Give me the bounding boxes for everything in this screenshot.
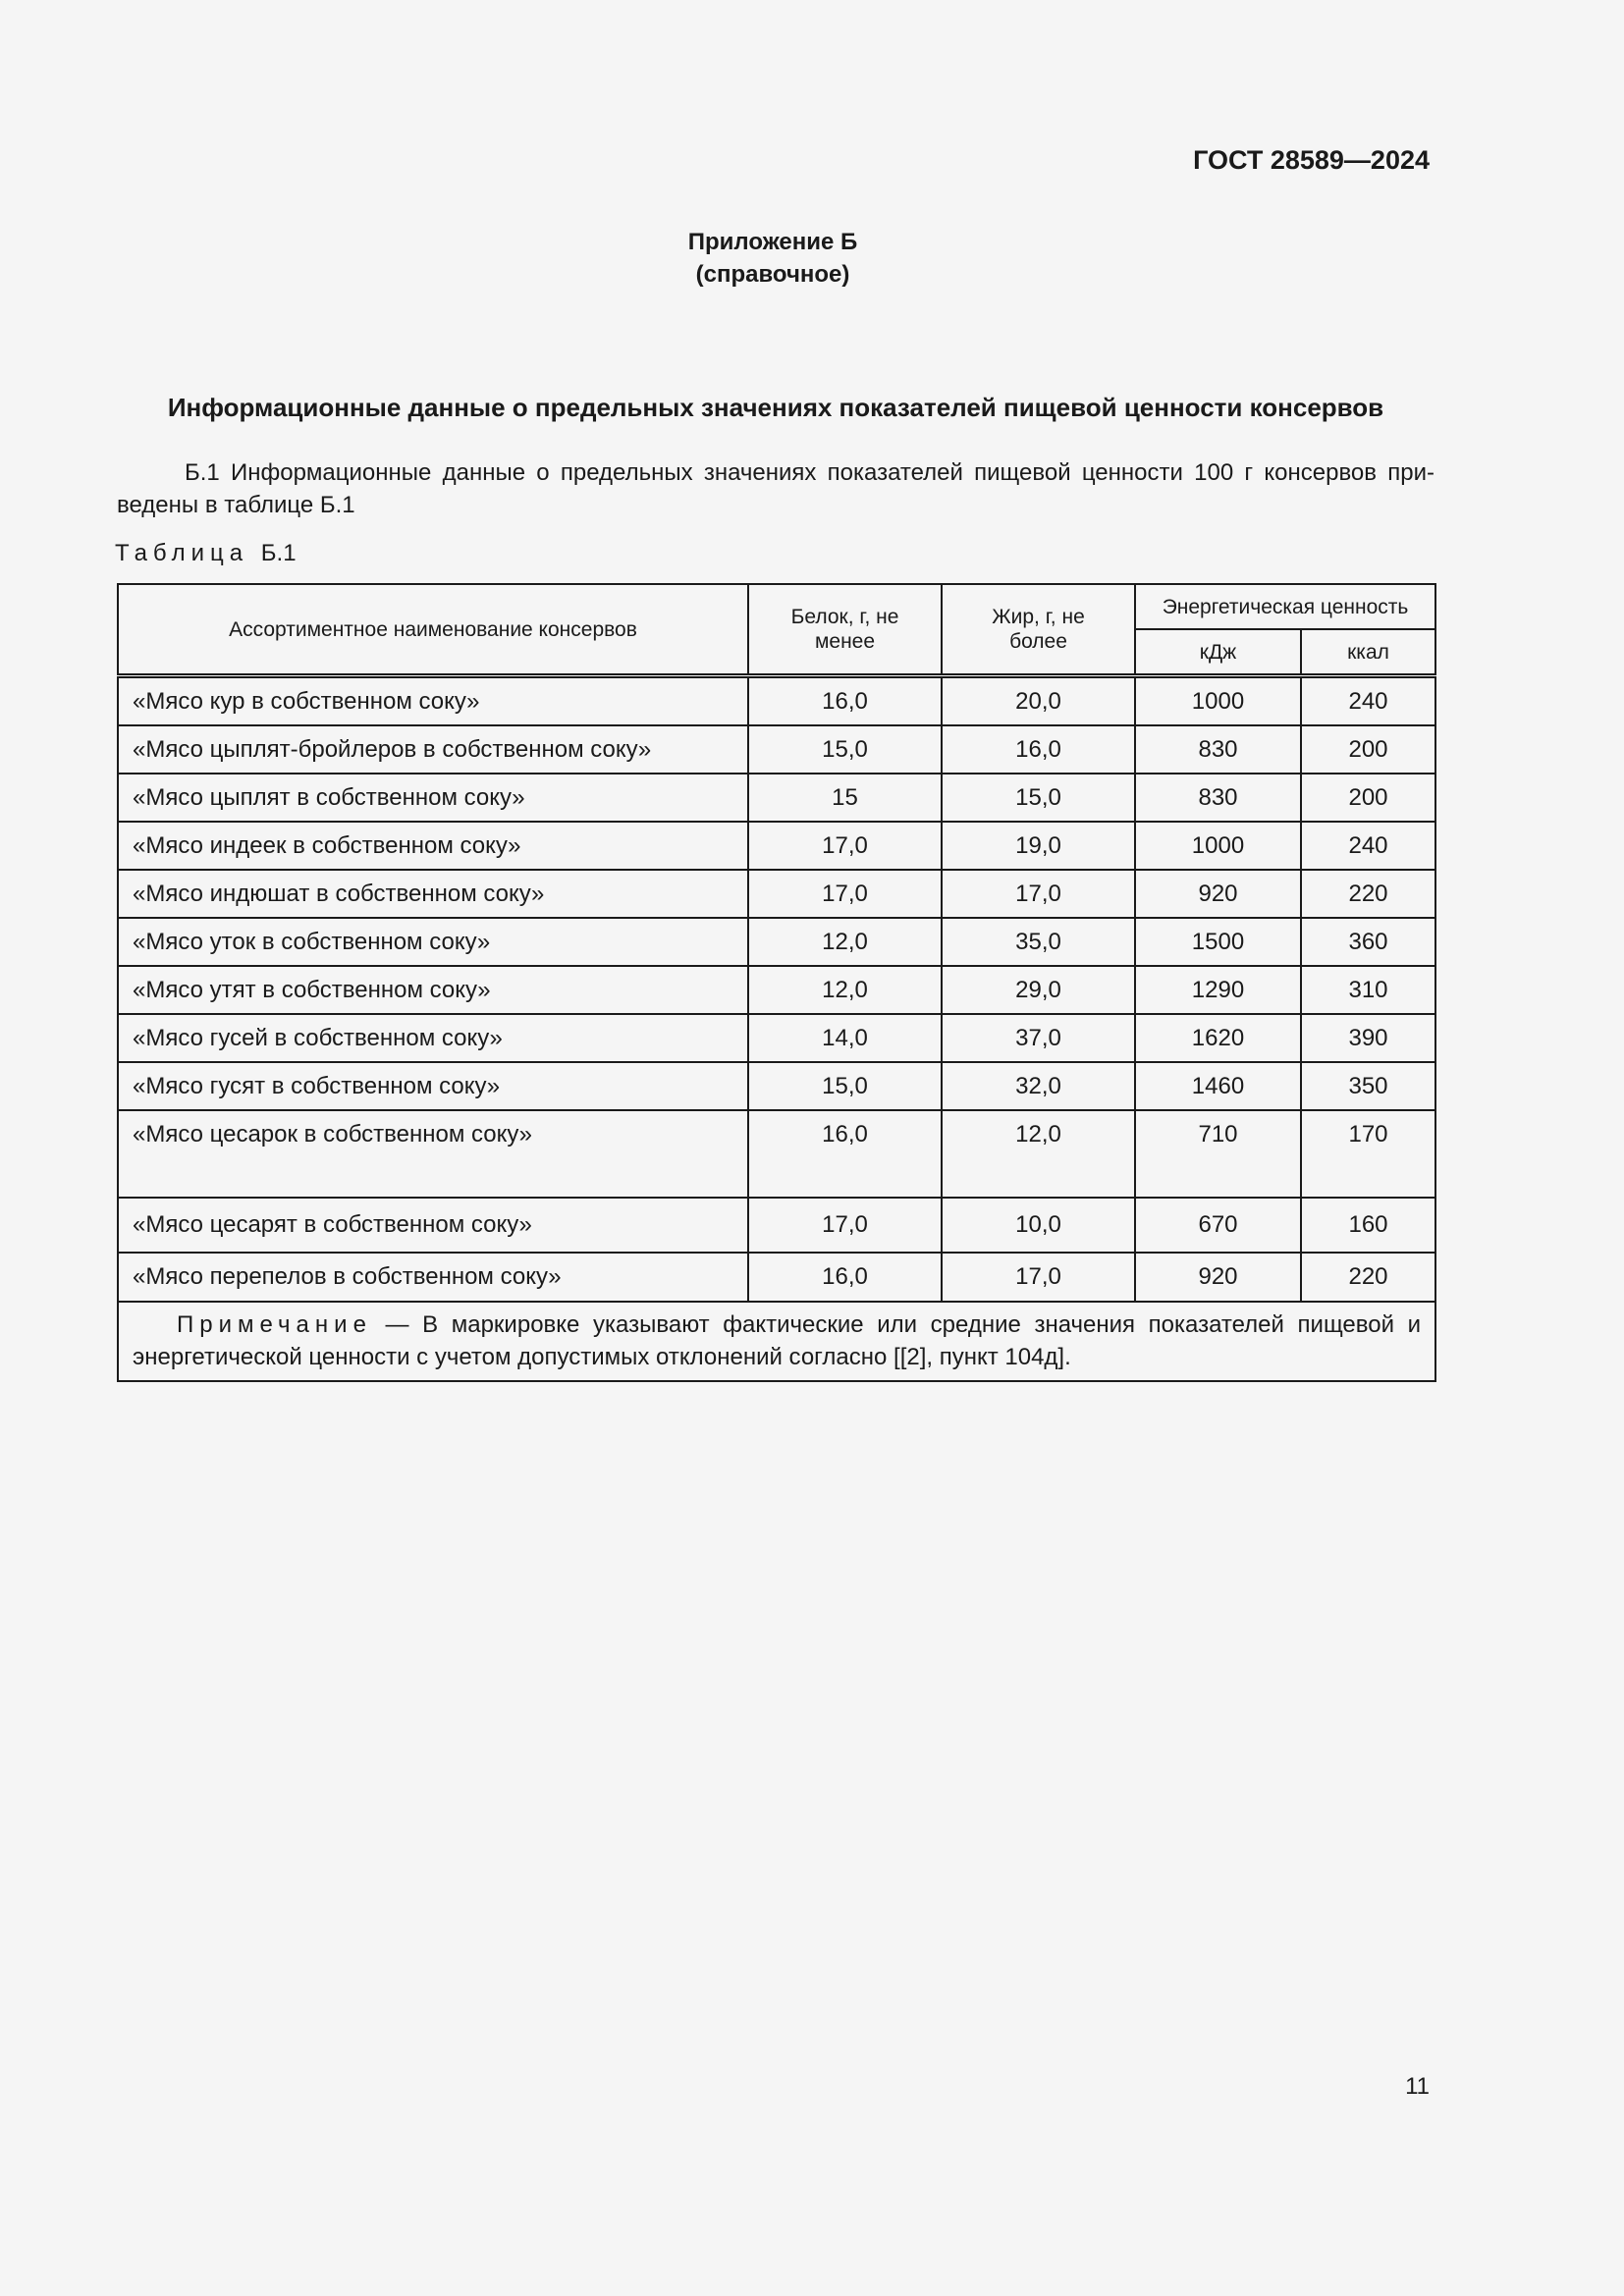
cell-name: «Мясо цесарят в собственном соку» [118, 1198, 748, 1253]
table-row [118, 822, 1435, 870]
cell-kcal: 170 [1301, 1110, 1435, 1198]
header-name: Ассортиментное наименование консервов [118, 584, 748, 676]
cell-kj: 1460 [1135, 1062, 1301, 1110]
table-caption-label: Таблица [115, 540, 249, 566]
note-text: — В маркировке указывают фактические или средние значения показателей пищевой и энергетической ценности с учетом допустимых отклонений согласно [[2], пункт 104д]. [133, 1311, 1422, 1370]
appendix-title: Приложение Б [687, 229, 858, 255]
cell-kcal: 200 [1301, 774, 1435, 822]
cell-name: «Мясо гусят в собственном соку» [118, 1062, 748, 1110]
header-fat: Жир, г, не более [942, 584, 1135, 676]
cell-kcal: 350 [1301, 1062, 1435, 1110]
cell-name: «Мясо уток в собственном соку» [118, 918, 748, 966]
cell-kj: 710 [1135, 1110, 1301, 1198]
cell-kj: 830 [1135, 725, 1301, 774]
cell-fat: 10,0 [942, 1198, 1135, 1253]
cell-protein: 16,0 [748, 676, 942, 726]
cell-kj: 1000 [1135, 822, 1301, 870]
cell-kcal: 240 [1301, 676, 1435, 726]
cell-kcal: 200 [1301, 725, 1435, 774]
appendix-heading [0, 226, 1545, 291]
header-kcal: ккал [1301, 629, 1435, 676]
cell-protein: 17,0 [748, 1198, 942, 1253]
cell-fat: 37,0 [942, 1014, 1135, 1062]
cell-kcal: 220 [1301, 870, 1435, 918]
cell-kj: 920 [1135, 1253, 1301, 1302]
cell-kj: 1000 [1135, 676, 1301, 726]
table-row [118, 774, 1435, 822]
cell-protein: 14,0 [748, 1014, 942, 1062]
cell-kj: 830 [1135, 774, 1301, 822]
page-number: 11 [1405, 2073, 1430, 2100]
cell-fat: 29,0 [942, 966, 1135, 1014]
cell-name: «Мясо гусей в собственном соку» [118, 1014, 748, 1062]
cell-kj: 1290 [1135, 966, 1301, 1014]
table-row [118, 1198, 1435, 1253]
table-caption-number: Б.1 [260, 540, 297, 566]
cell-name: «Мясо утят в собственном соку» [118, 966, 748, 1014]
cell-kj: 920 [1135, 870, 1301, 918]
cell-kcal: 220 [1301, 1253, 1435, 1302]
cell-name: «Мясо цыплят-бройлеров в собственном соку» [118, 725, 748, 774]
cell-kcal: 240 [1301, 822, 1435, 870]
document-code: ГОСТ 28589—2024 [1193, 145, 1430, 175]
cell-protein: 17,0 [748, 870, 942, 918]
cell-protein: 15,0 [748, 725, 942, 774]
table-row [118, 1253, 1435, 1302]
table-body [118, 676, 1435, 1303]
header-energy: Энергетическая ценность [1135, 584, 1435, 629]
cell-name: «Мясо индюшат в собственном соку» [118, 870, 748, 918]
cell-kj: 670 [1135, 1198, 1301, 1253]
table-row [118, 918, 1435, 966]
cell-kcal: 160 [1301, 1198, 1435, 1253]
cell-protein: 16,0 [748, 1253, 942, 1302]
cell-fat: 12,0 [942, 1110, 1135, 1198]
cell-kj: 1500 [1135, 918, 1301, 966]
table-row [118, 870, 1435, 918]
cell-fat: 16,0 [942, 725, 1135, 774]
cell-kcal: 390 [1301, 1014, 1435, 1062]
cell-name: «Мясо цыплят в собственном соку» [118, 774, 748, 822]
table-row [118, 1014, 1435, 1062]
cell-name: «Мясо цесарок в собственном соку» [118, 1110, 748, 1198]
nutrition-table [117, 583, 1436, 1382]
cell-protein: 16,0 [748, 1110, 942, 1198]
cell-fat: 35,0 [942, 918, 1135, 966]
table-row [118, 725, 1435, 774]
cell-name: «Мясо перепелов в собственном соку» [118, 1253, 748, 1302]
table-row [118, 1062, 1435, 1110]
cell-name: «Мясо индеек в собственном соку» [118, 822, 748, 870]
appendix-subtitle: (справочное) [695, 261, 850, 288]
cell-fat: 17,0 [942, 870, 1135, 918]
cell-kcal: 360 [1301, 918, 1435, 966]
cell-protein: 12,0 [748, 918, 942, 966]
header-protein: Белок, г, не менее [748, 584, 942, 676]
header-kj: кДж [1135, 629, 1301, 676]
table-row [118, 1110, 1435, 1198]
cell-protein: 15,0 [748, 1062, 942, 1110]
cell-fat: 19,0 [942, 822, 1135, 870]
note-label: Примечание [177, 1311, 372, 1338]
table-row [118, 966, 1435, 1014]
cell-kcal: 310 [1301, 966, 1435, 1014]
body-paragraph: Б.1 Информационные данные о предельных значениях показателей пищевой ценности 100 г консервов приведены в таблице Б.1 [117, 459, 1435, 518]
cell-fat: 20,0 [942, 676, 1135, 726]
table-note [118, 1302, 1435, 1381]
cell-protein: 12,0 [748, 966, 942, 1014]
cell-fat: 15,0 [942, 774, 1135, 822]
cell-protein: 15 [748, 774, 942, 822]
cell-fat: 17,0 [942, 1253, 1135, 1302]
table-caption [115, 540, 297, 567]
cell-kj: 1620 [1135, 1014, 1301, 1062]
cell-protein: 17,0 [748, 822, 942, 870]
cell-fat: 32,0 [942, 1062, 1135, 1110]
table-row [118, 676, 1435, 726]
cell-name: «Мясо кур в собственном соку» [118, 676, 748, 726]
section-title: Информационные данные о предельных значениях показателей пищевой ценности консервов [167, 393, 1384, 422]
